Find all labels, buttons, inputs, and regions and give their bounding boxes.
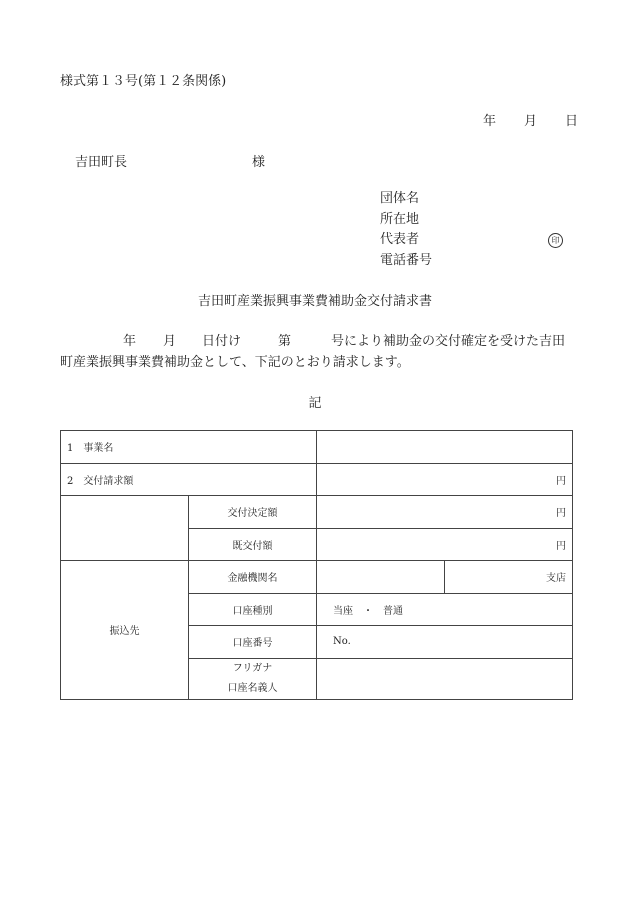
account-number-label: 口座番号 [189, 626, 317, 659]
date-day: 日 [565, 114, 579, 129]
date-month: 月 [524, 114, 538, 129]
project-name-label: 1 事業名 [61, 431, 317, 464]
branch-field[interactable]: 支店 [445, 561, 573, 594]
body-day: 日付け [202, 334, 242, 349]
ki-heading: 記 [308, 396, 322, 411]
table-row [61, 463, 573, 496]
request-amount-label: 2 交付請求額 [61, 463, 317, 496]
project-name-field[interactable] [317, 431, 573, 464]
table-row [61, 561, 573, 594]
date-line [483, 110, 578, 129]
addressee: 吉田町長 [75, 155, 128, 170]
account-holder-field[interactable] [317, 658, 573, 699]
account-type-field[interactable]: 当座 ・ 普通 [317, 593, 573, 626]
paid-amount-field[interactable]: 円 [317, 528, 573, 561]
amount-group-blank [61, 496, 189, 561]
applicant-org-label: 団体名 [380, 191, 420, 206]
bank-name-field[interactable] [317, 561, 445, 594]
seal-icon: 印 [548, 233, 563, 248]
decided-amount-field[interactable]: 円 [317, 496, 573, 529]
table-row [61, 496, 573, 529]
document-title: 吉田町産業振興事業費補助金交付請求書 [197, 294, 432, 309]
applicant-phone-label: 電話番号 [380, 252, 433, 268]
account-type-label: 口座種別 [189, 593, 317, 626]
body-text [60, 331, 575, 373]
bank-name-label: 金融機関名 [189, 561, 317, 594]
table-row [61, 431, 573, 464]
applicant-block [380, 189, 432, 271]
applicant-representative-label: 代表者 [380, 232, 420, 247]
body-year: 年 [123, 334, 137, 349]
date-year: 年 [483, 114, 497, 129]
body-month: 月 [163, 334, 177, 349]
honorific: 様 [252, 155, 266, 170]
account-holder-label [189, 658, 317, 699]
account-holder-name-label: 口座名義人 [227, 682, 278, 694]
paid-amount-label: 既交付額 [189, 528, 317, 561]
body-line2: 町産業振興事業費補助金として、下記のとおり請求します。 [60, 355, 410, 370]
request-table [60, 430, 573, 700]
account-number-field[interactable]: No. [317, 626, 573, 659]
furigana-label: フリガナ [232, 662, 273, 674]
transfer-to-label: 振込先 [61, 561, 189, 700]
request-amount-field[interactable]: 円 [317, 463, 573, 496]
applicant-address-label: 所在地 [380, 211, 420, 227]
body-dai: 第 [278, 334, 292, 349]
form-number: 様式第１３号(第１２条関係) [60, 74, 227, 89]
decided-amount-label: 交付決定額 [189, 496, 317, 529]
body-rest: 号により補助金の交付確定を受けた吉田 [331, 334, 566, 349]
